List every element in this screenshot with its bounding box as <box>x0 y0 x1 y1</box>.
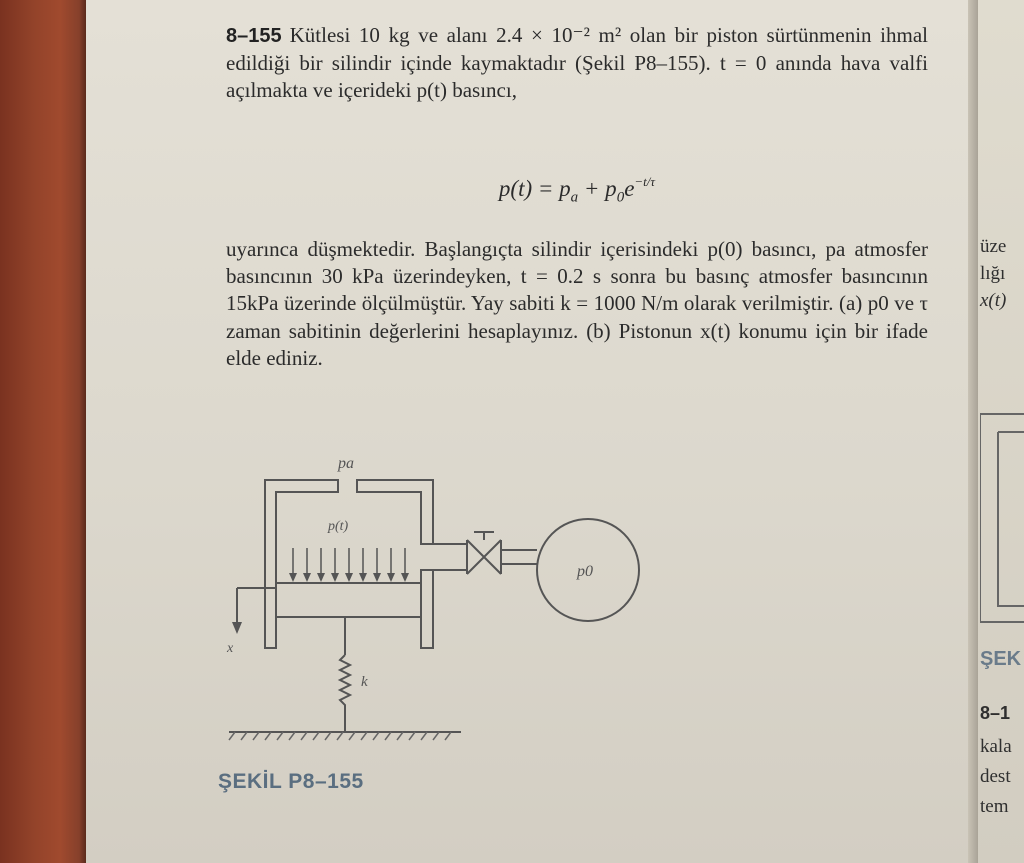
right-page-edge <box>978 0 1024 863</box>
problem-number: 8–155 <box>226 25 282 47</box>
piston <box>276 583 421 617</box>
right-page-line-1: üze <box>980 236 1007 257</box>
equation-lhs: p(t) = p <box>498 176 571 201</box>
valve <box>467 540 501 574</box>
cylinder-top-right <box>357 480 433 544</box>
right-page-line-3: x(t) <box>980 290 1007 311</box>
right-page-figure-fragment <box>980 412 1024 624</box>
label-pt: p(t) <box>328 519 349 534</box>
right-page-line-2: lığı <box>980 263 1006 284</box>
equation-exponent: −t/τ <box>634 174 656 189</box>
cylinder-right-wall <box>421 570 433 648</box>
problem-paragraph-2: uyarınca düşmektedir. Başlangıçta silindir içerisindeki p(0) basıncı, pa atmosfer basıncının 30 kPa üzerindeyken, t = 0.2 s sonra bu basınç atmosfer basıncının 15kPa üzerinde ölçülmüştür. Yay sabiti k = 1000 N/m olarak verilmiştir. (a) p0 ve τ zaman sabitinin değerlerini hesaplayınız. (b) Pistonun x(t) konumu için bir ifade elde ediniz. <box>226 237 928 370</box>
label-pa: pa <box>338 455 354 472</box>
x-arrow-head <box>232 622 242 634</box>
equation-exp-base: e <box>624 176 635 201</box>
right-page-line-5: dest <box>980 766 1011 787</box>
equation-sub-a: a <box>570 189 579 206</box>
pressure-arrow-heads <box>289 573 409 582</box>
right-page-caption-fragment: ŞEK <box>980 648 1022 670</box>
right-page-line-4: kala <box>980 736 1012 757</box>
label-p0: p0 <box>577 563 593 580</box>
label-x: x <box>227 641 234 656</box>
problem-paragraph-1 <box>226 22 928 105</box>
right-page-problem-fragment: 8–1 <box>980 703 1011 723</box>
pressure-equation <box>226 176 928 207</box>
label-k: k <box>361 674 368 690</box>
figure-caption: ŞEKİL P8–155 <box>218 770 364 793</box>
cylinder-outline <box>265 480 338 648</box>
book-spine <box>0 0 86 863</box>
right-page-line-6: tem <box>980 796 1009 817</box>
spring <box>340 655 350 732</box>
equation-plus-term: + p <box>578 176 617 201</box>
page-gutter <box>968 0 978 863</box>
problem-paragraph-1-text: Kütlesi 10 kg ve alanı 2.4 × 10⁻² m² olan bir piston sürtünmenin ihmal edildiği bir silindir içinde kaymaktadır (Şekil P8–155). t = 0 anında hava valfi açılmakta ve içerideki p(t) basıncı, <box>226 23 928 103</box>
equation-sub-0: 0 <box>616 189 625 206</box>
ground-hatch <box>229 732 451 740</box>
piston-figure <box>215 440 645 760</box>
